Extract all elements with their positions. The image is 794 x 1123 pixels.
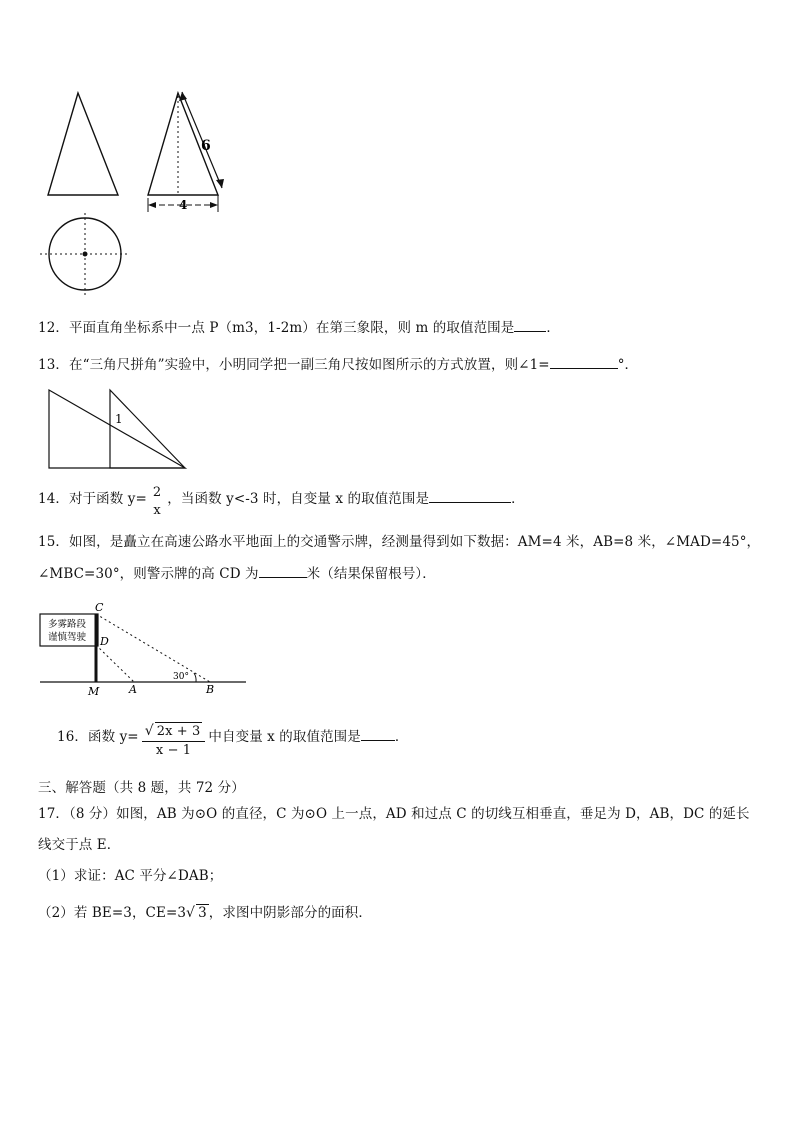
triangle-rulers-figure	[44, 385, 194, 475]
q13-number: 13．	[38, 357, 69, 373]
q12-number: 12．	[38, 320, 69, 336]
cone-three-views-figure	[38, 78, 248, 303]
svg-text:B: B	[206, 683, 215, 696]
q13-answer-blank[interactable]	[550, 357, 618, 369]
question-15-line-1: 15．如图，是矗立在高速公路水平地面上的交通警示牌，经测量得到如下数据：AM=4 米，AB=8 米，∠MAD=45°，	[38, 534, 761, 550]
question-13: 13．在“三角尺拼角”实验中，小明同学把一副三角尺按如图所示的方式放置，则∠1= °．	[38, 357, 639, 373]
svg-text:D: D	[100, 635, 109, 648]
ruler-triangle-30	[49, 390, 185, 468]
question-17-line-2: 线交于点 E．	[38, 837, 121, 853]
q15-number: 15．	[38, 534, 69, 550]
question-12: 12．平面直角坐标系中一点 P（m3，1-2m）在第三象限，则 m 的取值范围是 ．	[38, 320, 560, 336]
q12-answer-blank[interactable]	[514, 320, 546, 332]
question-17-line-1: 17．（8 分）如图，AB 为⊙O 的直径，C 为⊙O 上一点，AD 和过点 C 的切线互相垂直，垂足为 D，AB，DC 的延长	[38, 806, 750, 822]
q16-answer-blank[interactable]	[361, 729, 395, 741]
svg-text:C: C	[95, 601, 104, 614]
q14-fraction: 2 x	[152, 485, 162, 518]
front-view-triangle	[48, 93, 118, 195]
question-17-part-1: （1）求证：AC 平分∠DAB；	[38, 868, 223, 884]
question-15-line-2: ∠MBC=30°，则警示牌的高 CD 为 米（结果保留根号）．	[38, 566, 436, 582]
svg-text:谨慎驾驶: 谨慎驾驶	[48, 632, 87, 643]
slant-length-label: 6	[201, 138, 211, 154]
svg-text:30°: 30°	[173, 672, 189, 682]
q16-number: 16．	[57, 729, 88, 745]
q14-answer-blank[interactable]	[429, 491, 511, 503]
angle-1-label: 1	[115, 412, 123, 426]
svg-text:多雾路段: 多雾路段	[48, 619, 87, 630]
q16-fraction: $\frac{√ 2x + 3}{x - 1}$	[142, 722, 206, 760]
question-16: 16．函数 y= $\frac{√ 2x + 3}{x - 1}$ 中自变量 x 的取值范围是 ．	[57, 723, 409, 758]
question-14: 14．对于函数 y= 2 x ，当函数 y<-3 时，自变量 x 的取值范围是 ．	[38, 485, 525, 518]
svg-text:M: M	[88, 685, 100, 698]
q14-number: 14．	[38, 491, 69, 507]
warning-sign-figure	[36, 600, 251, 700]
base-length-label: 4	[179, 198, 188, 212]
question-17-part-2: （2）若 BE=3，CE=3√ 3 ，求图中阴影部分的面积．	[38, 905, 372, 921]
ruler-triangle-45	[110, 390, 185, 468]
section-3-title: 三、解答题（共 8 题，共 72 分）	[38, 780, 245, 796]
q12-text: 平面直角坐标系中一点 P（m3，1-2m）在第三象限，则 m 的取值范围是	[68, 320, 515, 336]
svg-text:A: A	[129, 683, 137, 696]
q15-answer-blank[interactable]	[259, 566, 307, 578]
q13-text: 在“三角尺拼角”实验中，小明同学把一副三角尺按如图所示的方式放置，则∠1=	[68, 357, 550, 373]
